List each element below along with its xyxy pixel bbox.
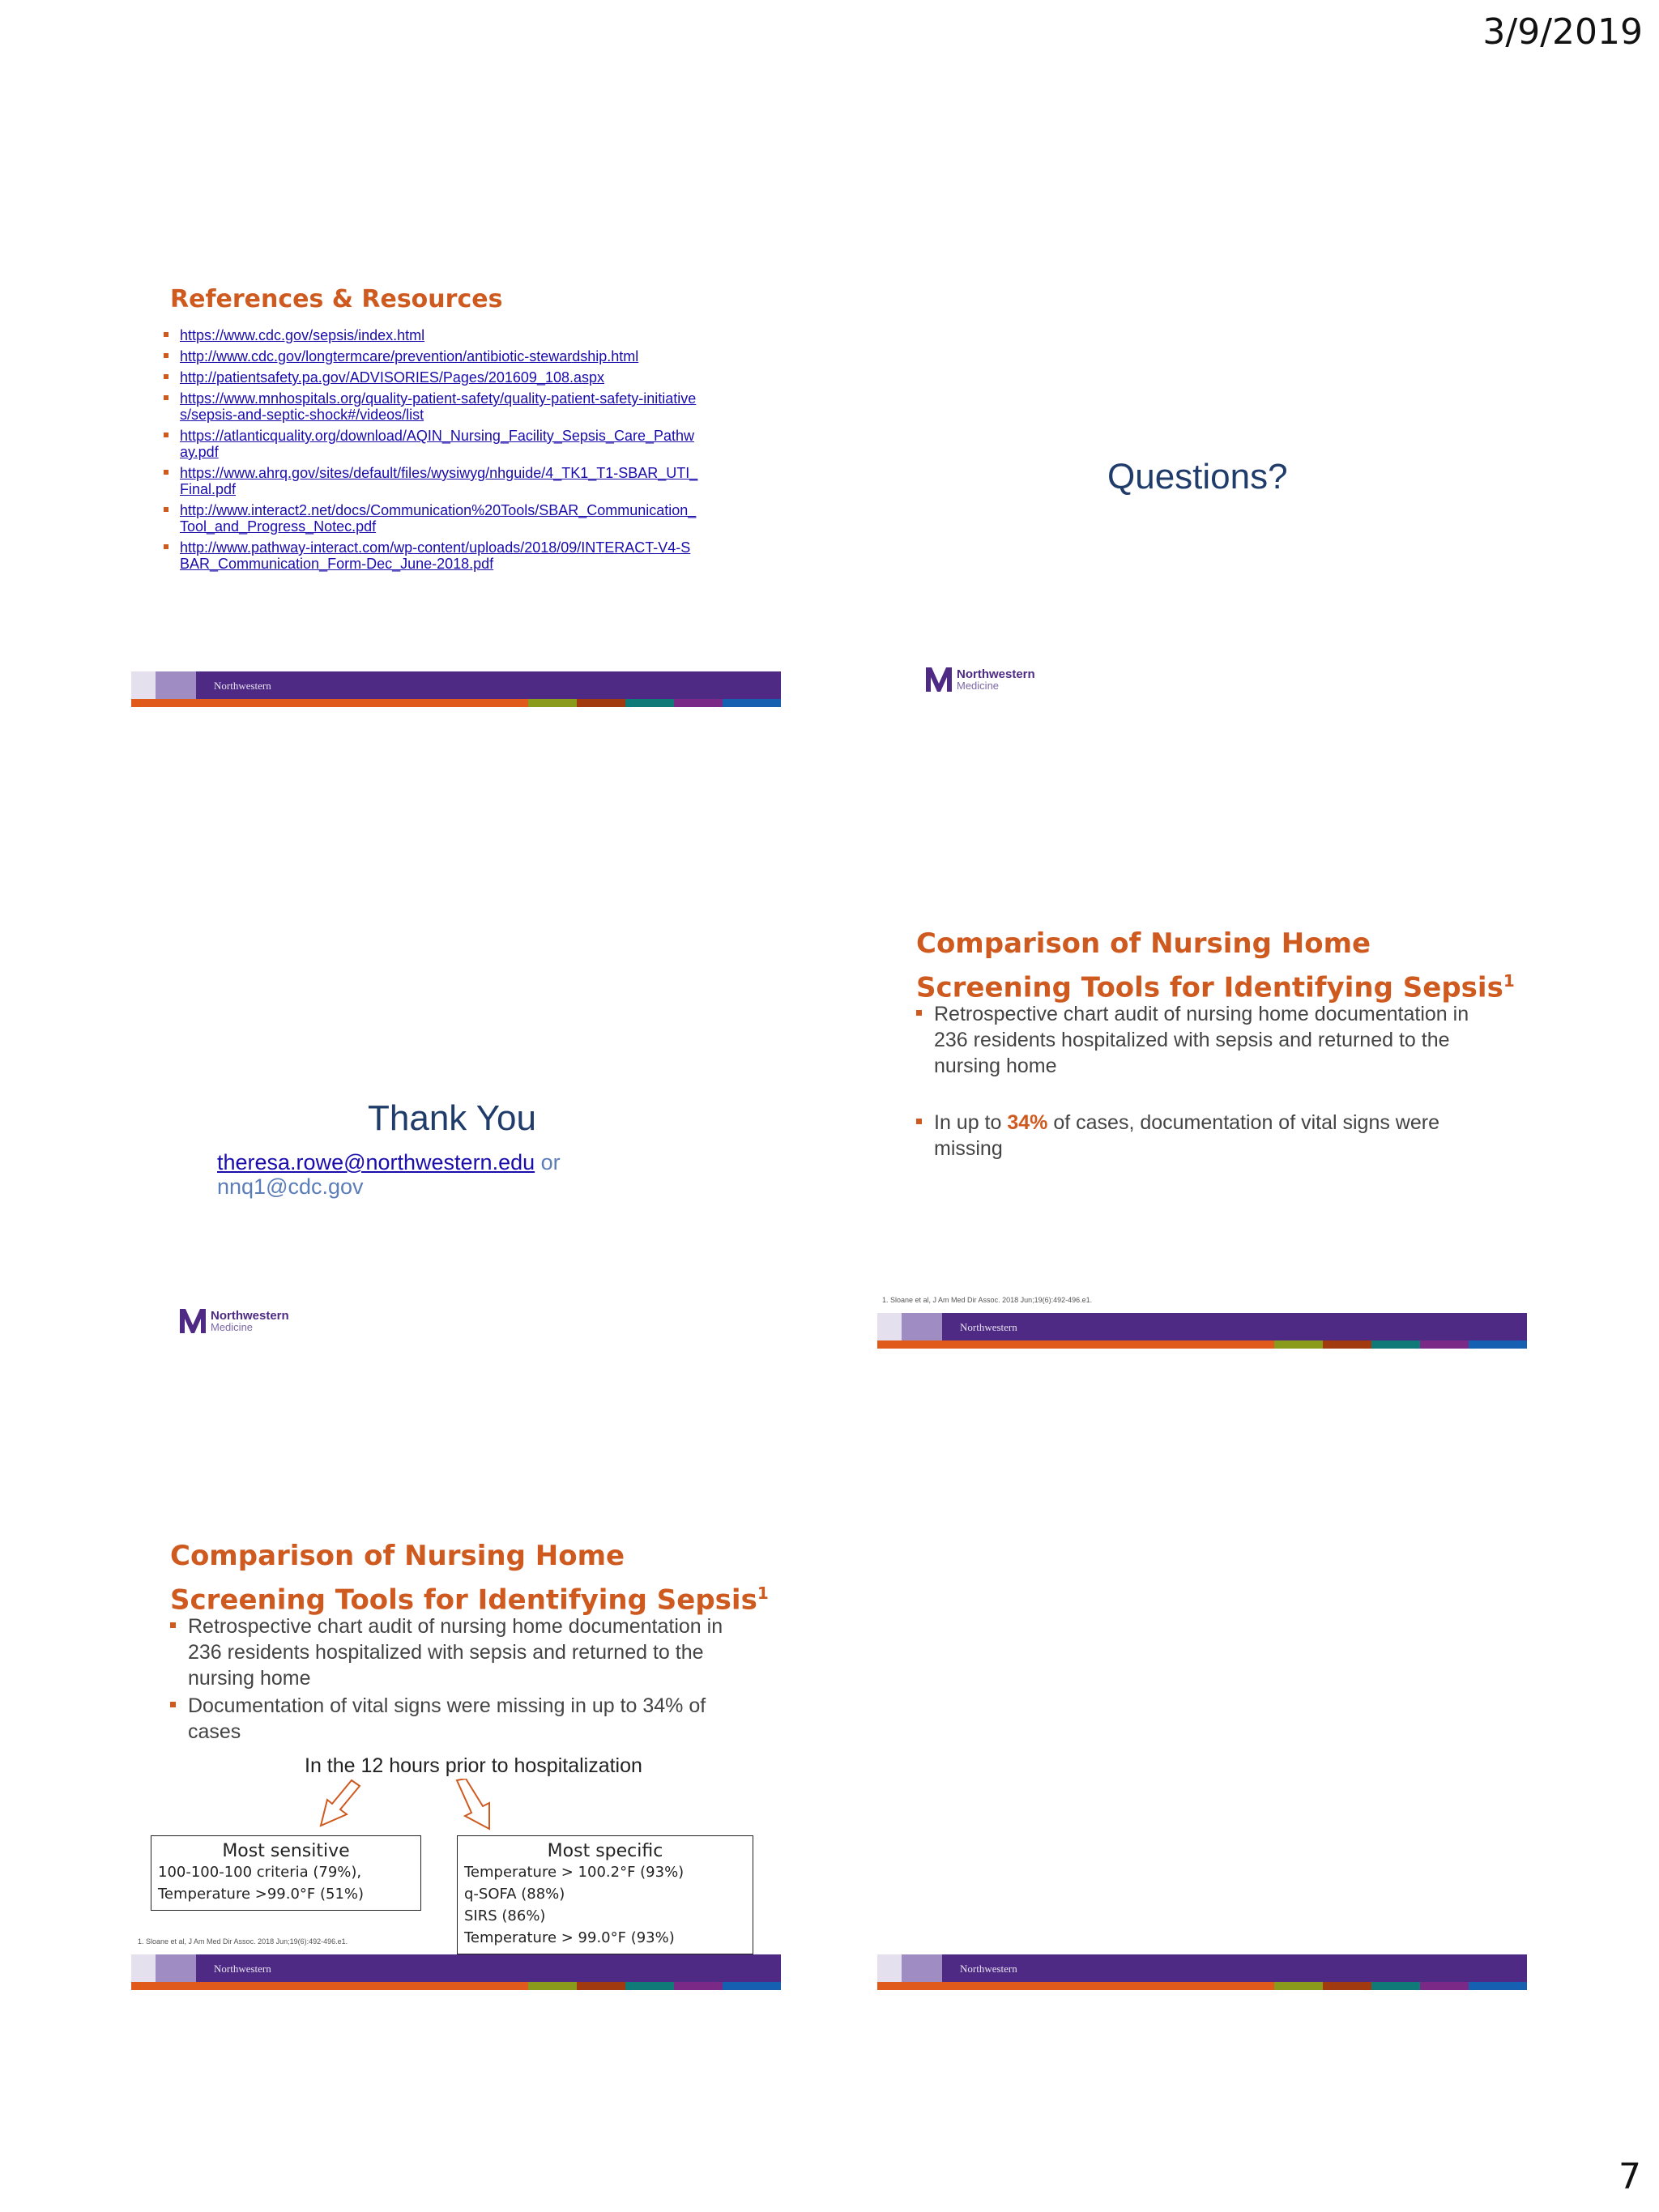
reference-link[interactable]: http://www.interact2.net/docs/Communication%20Tools/SBAR_Communication_Tool_and_Progress_Notec.pdf <box>180 502 697 535</box>
arrow-down-right-icon <box>457 1779 489 1829</box>
reference-link[interactable]: http://www.pathway-interact.com/wp-content/uploads/2018/09/INTERACT-V4-SBAR_Communication_Form-Dec_June-2018.pdf <box>180 539 691 572</box>
slide-title: References & Resources <box>170 285 503 313</box>
citation: 1. Sloane et al, J Am Med Dir Assoc. 2018 Jun;19(6):492-496.e1. <box>882 1296 1093 1304</box>
slide-comparison-b <box>131 1542 781 1990</box>
reference-link[interactable]: http://patientsafety.pa.gov/ADVISORIES/Pages/201609_108.aspx <box>180 369 605 386</box>
nm-logo-icon <box>924 666 953 693</box>
slide-title: Comparison of Nursing Home Screening Tools for Identifying Sepsis$^1$ <box>170 1540 769 1617</box>
most-sensitive-box: Most sensitive 100-100-100 criteria (79%), Temperature >99.0°F (51%) <box>151 1835 421 1911</box>
reference-list <box>164 327 698 577</box>
band-label: Northwestern <box>214 1963 271 1975</box>
list-item <box>164 428 698 460</box>
list-item <box>164 390 698 423</box>
footer-band <box>131 671 781 707</box>
reference-link[interactable]: http://www.cdc.gov/longtermcare/prevention/antibiotic-stewardship.html <box>180 348 639 364</box>
slide-blank <box>877 1542 1527 1990</box>
email-text: nnq1@cdc.gov <box>217 1174 364 1199</box>
bullet-list <box>916 1001 1499 1192</box>
citation: 1. Sloane et al, J Am Med Dir Assoc. 2018 Jun;19(6):492-496.e1. <box>138 1937 348 1946</box>
nm-logo-icon <box>178 1307 207 1335</box>
list-item <box>164 539 698 572</box>
most-specific-box: Most specific Temperature > 100.2°F (93%) q-SOFA (88%) SIRS (86%) Temperature > 99.0°F (93%) <box>457 1835 753 1954</box>
list-item: In up to 34% of cases, documentation of vital signs were missing <box>916 1110 1499 1161</box>
handout-date: 3/9/2019 <box>1482 11 1643 53</box>
list-item <box>164 369 698 386</box>
slide-comparison-a <box>877 901 1527 1349</box>
footer-band <box>877 1954 1527 1990</box>
subheading: In the 12 hours prior to hospitalization <box>305 1754 642 1777</box>
list-item <box>164 465 698 497</box>
slide-thank-you <box>131 901 781 1349</box>
arrow-icons <box>309 1779 552 1831</box>
list-item <box>164 348 698 364</box>
arrow-down-left-icon <box>321 1780 360 1826</box>
page-number: 7 <box>1618 2156 1641 2197</box>
slide-title: Comparison of Nursing Home Screening Tools for Identifying Sepsis$^1$ <box>916 927 1515 1004</box>
list-item: Retrospective chart audit of nursing home documentation in 236 residents hospitalized with sepsis and returned to the nursing home <box>916 1001 1499 1079</box>
contact-emails: theresa.rowe@northwestern.edu or nnq1@cdc.gov <box>217 1150 561 1199</box>
band-label: Northwestern <box>960 1963 1017 1975</box>
highlight-value: 34% <box>1007 1111 1048 1134</box>
list-item <box>164 327 698 343</box>
band-label: Northwestern <box>214 680 271 692</box>
northwestern-medicine-logo: Northwestern Medicine <box>178 1307 289 1335</box>
slide-title: Questions? <box>1107 457 1288 497</box>
band-label: Northwestern <box>960 1321 1017 1333</box>
email-link[interactable]: theresa.rowe@northwestern.edu <box>217 1150 535 1174</box>
reference-link[interactable]: https://www.ahrq.gov/sites/default/files/wysiwyg/nhguide/4_TK1_T1-SBAR_UTI_Final.pdf <box>180 465 698 497</box>
list-item: Documentation of vital signs were missing in up to 34% of cases <box>170 1693 737 1745</box>
slide-title: Thank You <box>368 1098 536 1138</box>
slide-questions <box>877 259 1527 707</box>
footer-band <box>877 1313 1527 1349</box>
northwestern-medicine-logo: Northwestern Medicine <box>924 666 1035 693</box>
footer-band <box>131 1954 781 1990</box>
reference-link[interactable]: https://atlanticquality.org/download/AQIN_Nursing_Facility_Sepsis_Care_Pathway.pdf <box>180 428 694 460</box>
reference-link[interactable]: https://www.mnhospitals.org/quality-patient-safety/quality-patient-safety-initiatives/sepsis-and-septic-shock#/videos/list <box>180 390 697 423</box>
list-item <box>164 502 698 535</box>
list-item: Retrospective chart audit of nursing home documentation in 236 residents hospitalized with sepsis and returned to the nursing home <box>170 1613 737 1691</box>
reference-link[interactable]: https://www.cdc.gov/sepsis/index.html <box>180 327 425 343</box>
bullet-list <box>170 1613 737 1746</box>
slide-references <box>131 259 781 707</box>
